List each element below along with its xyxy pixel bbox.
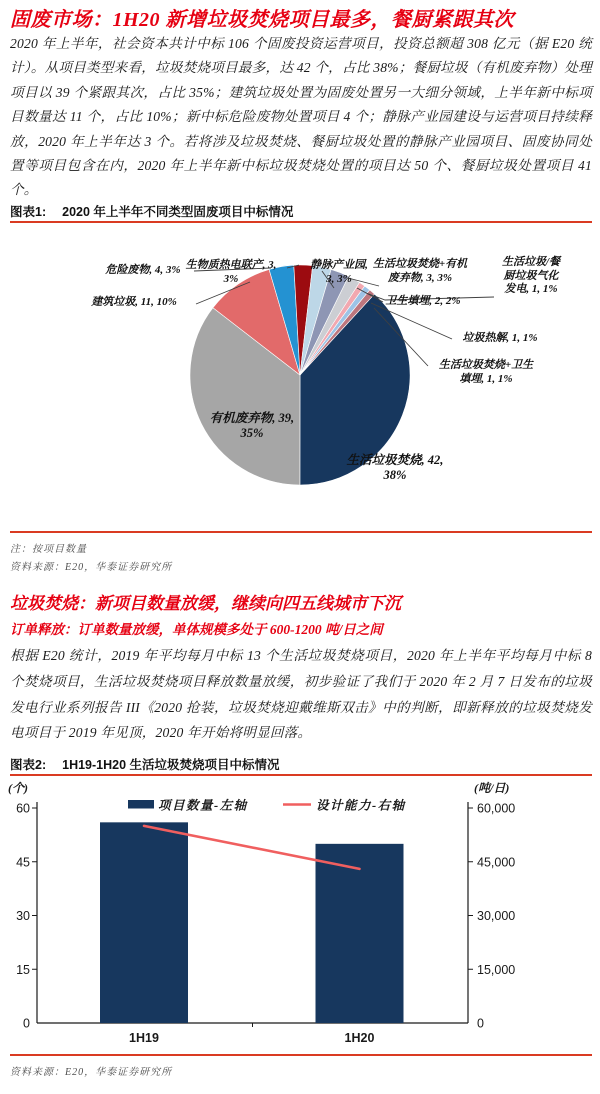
section2-title: 垃圾焚烧：新项目数量放缓，继续向四五线城市下沉 [10,594,401,613]
chart2-label: 图表2: [10,758,47,772]
bar-line-chart [0,778,600,1054]
pie-slice-label: 有机废弃物, 39, 35% [209,411,295,440]
pie-slice-label: 生活垃圾焚烧+有机 废弃物, 3, 3% [372,258,468,284]
right-axis-tick-label: 60,000 [477,801,516,816]
chart2-header [10,755,592,773]
legend-bar-label: 项目数量-左轴 [158,798,248,813]
x-category-label: 1H20 [344,1031,375,1045]
pie-slice-label: 生物质热电联产, 3, 3% [185,259,277,285]
x-category-label: 1H19 [129,1031,159,1045]
chart1-label: 图表1: [10,205,47,219]
chart2-bottom-rule [10,1054,592,1056]
chart1-note: 注：按项目数量 [10,544,87,555]
bar-1H19 [100,822,188,1023]
pie-slice-label: 生活垃圾焚烧, 42, 38% [346,453,444,482]
pie-slice-label: 生活垃圾焚烧+卫生 填埋, 1, 1% [438,359,534,385]
bar-svg [0,778,600,1054]
left-axis-tick-label: 30 [16,909,30,923]
chart1-bottom-rule [10,531,592,533]
paragraph-2: 根据 E20 统计，2019 年平均每月中标 13 个生活垃圾焚烧项目，2020 年上半年平均每月中标 8 个焚烧项目，生活垃圾焚烧项目释放数量放缓，初步验证了我们于 2020 年 2 月 7 日发布的垃圾发电行业系列报告 III《2020 抢装，垃圾焚烧迎戴维斯双击》中的判断，即新释放的垃圾焚烧发电项目于 2019 年见顶，2020 年开始将明显回落。 [10,648,592,741]
pie-slice-label: 危险废物, 4, 3% [105,264,181,276]
bar-1H20 [316,844,404,1023]
pie-slice-label: 垃圾热解, 1, 1% [462,332,538,344]
chart2-source: 资料来源：E20，华泰证券研究所 [10,1067,173,1078]
pie-slice-label: 静脉产业园, 3, 3% [310,259,368,285]
right-axis-tick-label: 0 [477,1016,484,1031]
left-axis-unit: (个) [8,781,28,795]
right-axis-tick-label: 30,000 [477,909,516,923]
page-title: 固废市场：1H20 新增垃圾焚烧项目最多，餐厨紧跟其次 [10,9,515,31]
chart2-title: 1H19-1H20 生活垃圾焚烧项目中标情况 [62,758,280,772]
right-axis-tick-label: 45,000 [477,855,516,870]
pie-slice-label: 卫生填埋, 2, 2% [385,295,461,307]
left-axis-tick-label: 0 [23,1016,30,1031]
pie-slice-label: 建筑垃圾, 11, 10% [91,296,177,308]
chart1-source: 资料来源：E20，华泰证券研究所 [10,562,173,573]
pie-slice-label: 生活垃圾/餐 厨垃圾气化 发电, 1, 1% [501,256,561,295]
legend-line-label: 设计能力-右轴 [316,798,406,813]
chart2-top-rule [10,774,592,776]
chart1-top-rule [10,221,592,223]
pie-chart [0,225,600,535]
paragraph-1: 2020 年上半年，社会资本共计中标 106 个固废投资运营项目，投资总额超 308 亿元（据 E20 统计）。从项目类型来看，垃圾焚烧项目最多，达 42 个，占比 38%；餐厨垃圾（有机废弃物）处理项目以 39 个紧跟其次，占比 35%；建筑垃圾处置为固废处置另一大细分领域，上半年新中标项目数量达 11 个，占比 10%；新中标危险废物处置项目 4 个；静脉产业园建设与运营项目持续释放，2020 年上半年达 3 个。若将涉及垃圾焚烧、餐厨垃圾处置的静脉产业园项目、固废协同处置等项目包含在内，2020 年上半年新中标垃圾焚烧处置的项目达 50 个、餐厨垃圾处置项目 41 个。 [10,36,592,198]
left-axis-tick-label: 60 [16,801,30,816]
legend-bar-swatch [128,800,154,809]
chart1-title: 2020 年上半年不同类型固废项目中标情况 [62,205,294,219]
left-axis-tick-label: 45 [16,855,30,870]
chart1-header [10,202,592,220]
section2-subtitle: 订单释放：订单数量放缓，单体规模多处于 600-1200 吨/日之间 [10,622,383,637]
left-axis-tick-label: 15 [16,962,30,977]
right-axis-unit: (吨/日) [474,781,510,795]
right-axis-tick-label: 15,000 [477,962,516,977]
